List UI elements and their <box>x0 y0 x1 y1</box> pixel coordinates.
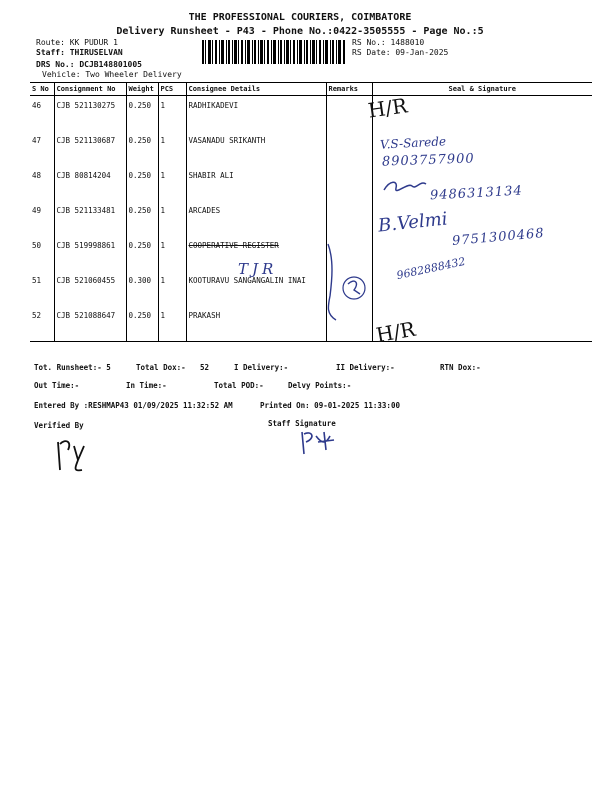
staff-signature-label: Staff Signature <box>268 419 336 428</box>
cell-pcs: 1 <box>158 271 186 306</box>
total-pod: Total POD:- <box>214 381 264 390</box>
rtn-dox: RTN Dox:- <box>440 363 481 372</box>
out-time: Out Time:- <box>34 381 80 390</box>
table-row <box>30 236 592 271</box>
cell-pcs: 1 <box>158 236 186 271</box>
table-row <box>30 96 592 132</box>
ii-delivery: II Delivery:- <box>336 363 395 372</box>
cell-weight: 0.250 <box>126 201 158 236</box>
col-seal: Seal & Signature <box>372 83 592 96</box>
table-row <box>30 306 592 342</box>
vehicle-label: Vehicle: Two Wheeler Delivery <box>42 70 182 79</box>
route-label: Route: KK PUDUR 1 <box>36 38 118 47</box>
cell-consignment: CJB 521130275 <box>54 96 126 132</box>
cell-pcs: 1 <box>158 166 186 201</box>
cell-remarks <box>326 271 372 306</box>
cell-seal <box>372 306 592 342</box>
handwritten-phone-row48: 9486313134 <box>429 183 524 204</box>
cell-remarks <box>326 166 372 201</box>
cell-seal <box>372 131 592 166</box>
table-header-row <box>30 83 592 96</box>
cell-sno: 49 <box>32 206 42 215</box>
cell-seal <box>372 96 592 132</box>
cell-consignee: VASANADU SRIKANTH <box>186 131 326 166</box>
handwritten-phone-row49: 9751300468 <box>451 225 546 250</box>
handwritten-name-row49: B.Velmi <box>377 208 449 237</box>
handwritten-hr-top: H/R <box>366 93 409 123</box>
cell-seal <box>372 201 592 236</box>
total-dox-label: Total Dox:- <box>136 363 186 372</box>
cell-consignment: CJB 80814204 <box>54 166 126 201</box>
staff-signature <box>296 428 342 458</box>
i-delivery: I Delivery:- <box>234 363 289 372</box>
cell-consignment: CJB 519998861 <box>54 236 126 271</box>
col-sno: S No <box>30 83 54 96</box>
cell-seal <box>372 271 592 306</box>
cell-weight: 0.250 <box>126 131 158 166</box>
cell-consignment: CJB 521060455 <box>54 271 126 306</box>
verified-signature <box>52 436 98 476</box>
table-row <box>30 271 592 306</box>
delvy-points: Delvy Points:- <box>288 381 352 390</box>
col-weight: Weight <box>126 83 158 96</box>
cell-consignee: SHABIR ALI <box>186 166 326 201</box>
table-row <box>30 201 592 236</box>
runsheet-subtitle: Delivery Runsheet - P43 - Phone No.:0422-3505555 - Page No.:5 <box>116 26 484 37</box>
col-consignment: Consignment No <box>54 83 126 96</box>
cell-seal <box>372 166 592 201</box>
cell-remarks <box>326 96 372 132</box>
handwritten-stamp-mark: TJR <box>238 260 278 278</box>
runsheet-table <box>30 82 592 342</box>
handwritten-hr-bottom: H/R <box>374 316 418 348</box>
cell-weight: 0.250 <box>126 306 158 342</box>
cell-remarks <box>326 201 372 236</box>
cell-pcs: 1 <box>158 131 186 166</box>
cell-seal <box>372 236 592 271</box>
cell-sno: 51 <box>32 276 42 285</box>
cell-weight: 0.300 <box>126 271 158 306</box>
col-remarks: Remarks <box>326 83 372 96</box>
cell-consignee: ARCADES <box>186 201 326 236</box>
cell-weight: 0.250 <box>126 96 158 132</box>
cell-pcs: 1 <box>158 306 186 342</box>
table-row <box>30 166 592 201</box>
col-pcs: PCS <box>158 83 186 96</box>
company-title: THE PROFESSIONAL COURIERS, COIMBATORE <box>188 12 412 23</box>
cell-consignee: KOOTURAVU SANGANGALIN INAI <box>186 271 326 306</box>
cell-sno: 52 <box>30 306 54 342</box>
cell-consignment: CJB 521088647 <box>54 306 126 342</box>
rs-number: RS No.: 1488010 <box>352 38 425 47</box>
printed-on: Printed On: 09-01-2025 11:33:00 <box>260 401 400 410</box>
entered-by: Entered By :RESHMAP43 01/09/2025 11:32:52 AM <box>34 401 233 410</box>
table-row <box>30 131 592 166</box>
rs-date: RS Date: 09-Jan-2025 <box>352 48 449 57</box>
cell-consignee: PRAKASH <box>186 306 326 342</box>
cell-sno: 47 <box>32 136 42 145</box>
cell-weight: 0.250 <box>126 236 158 271</box>
cell-sno: 46 <box>32 101 42 110</box>
cell-sno: 48 <box>32 171 42 180</box>
staff-label: Staff: THIRUSELVAN <box>36 48 123 57</box>
cell-remarks <box>326 131 372 166</box>
cell-remarks <box>326 306 372 342</box>
cell-pcs: 1 <box>158 201 186 236</box>
drs-label: DRS No.: DCJB148801005 <box>36 60 142 69</box>
total-dox-value: 52 <box>200 363 210 372</box>
cell-sno: 50 <box>32 241 42 250</box>
cell-consignment: CJB 521133481 <box>54 201 126 236</box>
cell-weight: 0.250 <box>126 166 158 201</box>
in-time: In Time:- <box>126 381 167 390</box>
handwritten-phone-row51: 9682888432 <box>395 254 467 283</box>
verified-by-label: Verified By <box>34 421 84 430</box>
handwritten-phone-row47: 8903757900 <box>381 151 475 170</box>
barcode-image <box>202 40 346 64</box>
cell-consignee: RADHIKADEVI <box>186 96 326 132</box>
cell-remarks <box>326 236 372 271</box>
handwritten-name-row47: V.S-Sarede <box>379 134 447 152</box>
cell-consignment: CJB 521130687 <box>54 131 126 166</box>
tot-runsheet: Tot. Runsheet:- 5 <box>34 363 111 372</box>
cell-consignee: COOPERATIVE REGISTER <box>186 236 326 271</box>
col-consignee: Consignee Details <box>186 83 326 96</box>
cell-pcs: 1 <box>158 96 186 132</box>
